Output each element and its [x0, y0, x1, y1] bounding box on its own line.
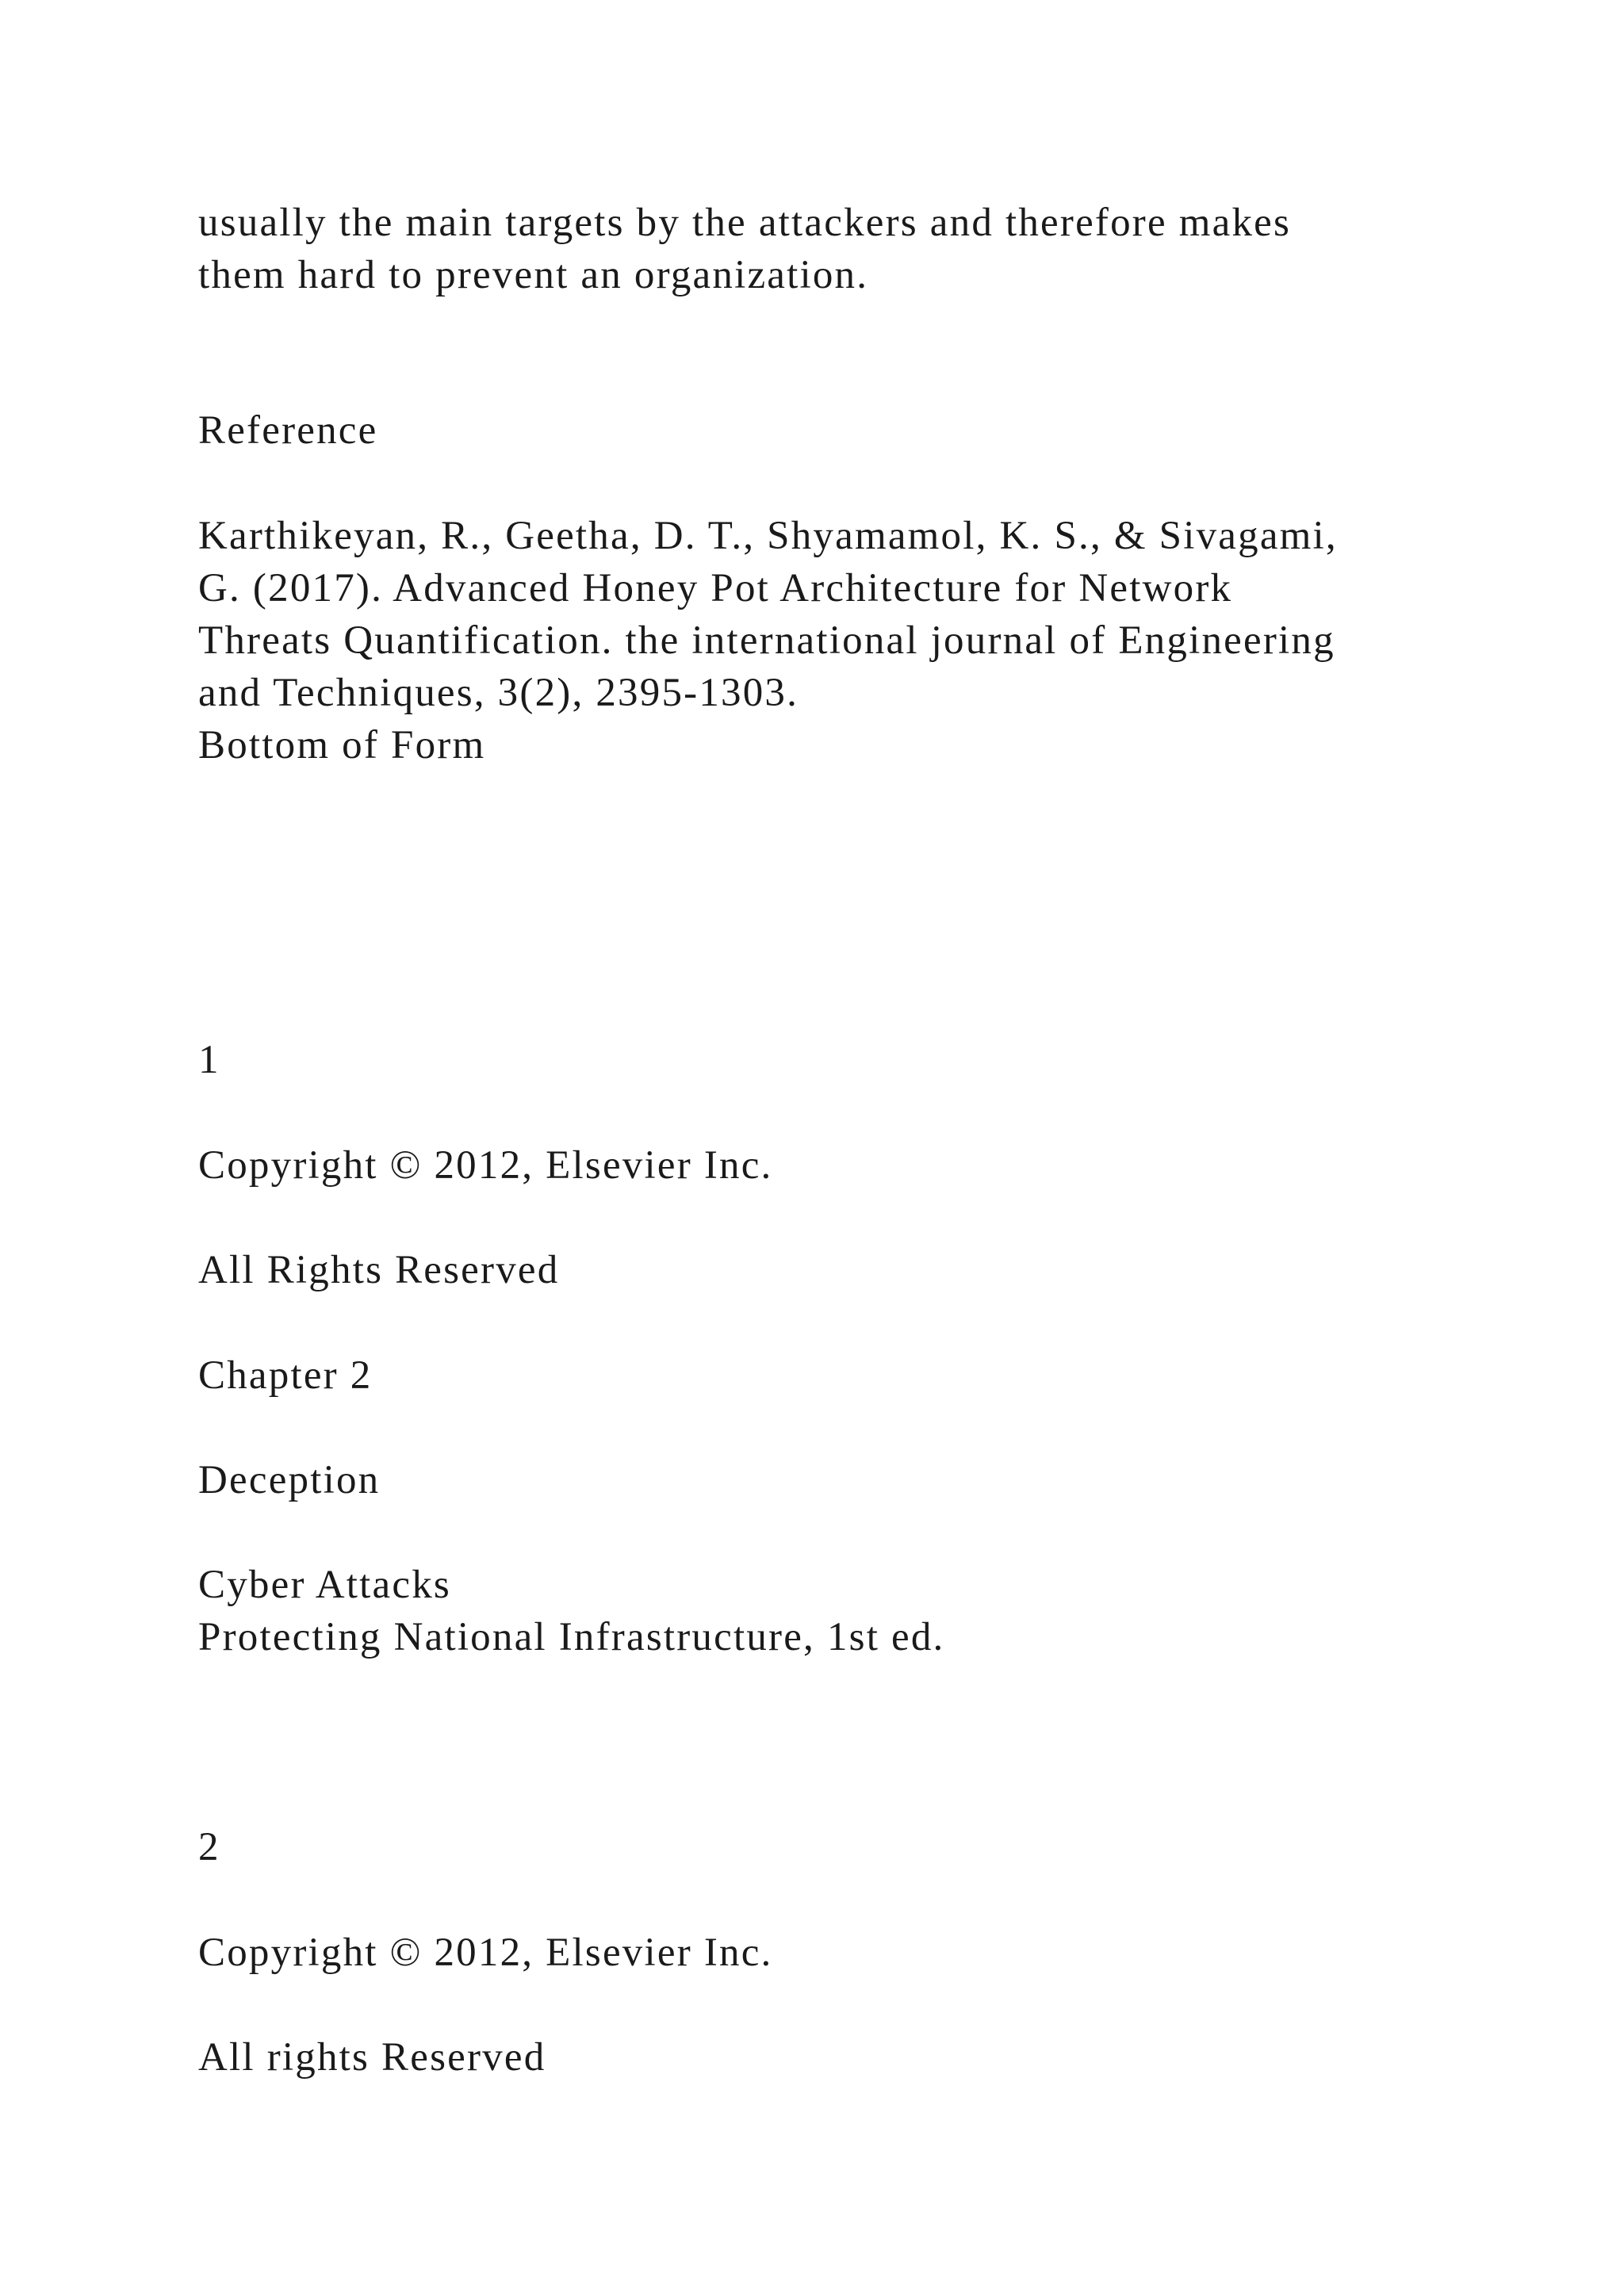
reference-citation-line: Karthikeyan, R., Geetha, D. T., Shyamamol, K. S., & Sivagami, — [198, 514, 1338, 558]
rights-text: All Rights Reserved — [198, 1248, 560, 1292]
book-subtitle: Protecting National Infrastructure, 1st ed. — [198, 1615, 945, 1659]
reference-heading: Reference — [198, 408, 378, 453]
body-text-line: them hard to prevent an organization. — [198, 253, 869, 297]
slide-number: 1 — [198, 1038, 220, 1082]
rights-text: All rights Reserved — [198, 2035, 546, 2080]
copyright-text: Copyright © 2012, Elsevier Inc. — [198, 1931, 773, 1975]
bottom-of-form-label: Bottom of Form — [198, 723, 486, 767]
body-text-line: usually the main targets by the attackers and therefore makes — [198, 201, 1292, 245]
reference-citation-line: G. (2017). Advanced Honey Pot Architecture for Network — [198, 566, 1233, 610]
chapter-label: Chapter 2 — [198, 1353, 373, 1398]
slide-number: 2 — [198, 1825, 220, 1869]
topic-title: Deception — [198, 1458, 381, 1502]
reference-citation-line: Threats Quantification. the international journal of Engineering — [198, 618, 1335, 663]
reference-citation-line: and Techniques, 3(2), 2395-1303. — [198, 671, 799, 715]
book-title: Cyber Attacks — [198, 1563, 451, 1607]
copyright-text: Copyright © 2012, Elsevier Inc. — [198, 1143, 773, 1188]
